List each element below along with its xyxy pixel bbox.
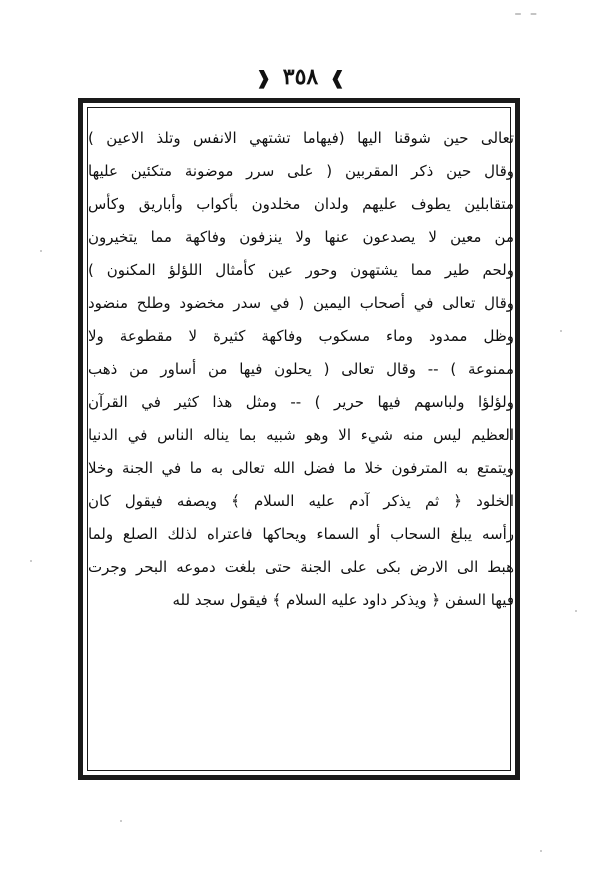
scan-speck — [560, 330, 562, 332]
text-body — [88, 122, 514, 617]
page-number-value: ٣٥٨ — [282, 64, 319, 90]
text-line: تعالى حين شوقنا اليها (فيهاما تشتهي الانفس وتلذ الاعين ) — [88, 129, 514, 147]
text-line: هبط الى الارض بكى على الجنة حتى بلغت دموعه البحر وجرت — [88, 558, 514, 576]
text-line: وظل ممدود وماء مسكوب وفاكهة كثيرة لا مقطوعة ولا — [88, 327, 514, 345]
text-line: وقال حين ذكر المقربين ( على سرر موضونة متكئين عليها — [88, 162, 514, 180]
text-line: ويتمتع به المترفون خلا ما فضل الله تعالى به ما في الجنة وخلا — [88, 459, 514, 477]
text-line: ولحم طير مما يشتهون وحور عين كأمثال اللؤلؤ المكنون ) — [88, 261, 514, 279]
text-line: وقال تعالى في أصحاب اليمين ( في سدر مخضود وطلح منضود — [88, 294, 514, 312]
text-line: ممنوعة ) -- وقال تعالى ( يحلون فيها من أساور من ذهب — [88, 360, 514, 378]
scan-speck — [40, 250, 42, 252]
scan-speck — [30, 560, 32, 562]
text-line: العظيم ليس منه شيء الا وهو شبيه بما يناله الناس في الدنيا — [88, 426, 514, 444]
scan-speck — [575, 610, 577, 612]
top-dash-mark: – – — [514, 6, 539, 22]
text-line: رأسه يبلغ السحاب أو السماء ويحاكها فاعتراه لذلك الصلع ولما — [88, 525, 514, 543]
ornament-left-icon: ❰ — [256, 68, 272, 89]
text-line: فيها السفن ﴿ ويذكر داود عليه السلام ﴾ فيقول سجد لله — [172, 591, 514, 609]
text-line: من معين لا يصدعون عنها ولا ينزفون وفاكهة مما يتخيرون — [88, 228, 514, 246]
text-line: الخلود ﴿ ثم يذكر آدم عليه السلام ﴾ ويصفه فيقول كان — [88, 492, 514, 510]
ornament-right-icon: ❱ — [329, 68, 345, 89]
scan-speck — [540, 850, 542, 852]
page-number — [0, 64, 601, 90]
text-line: متقابلين يطوف عليهم ولدان مخلدون بأكواب وأباريق وكأس — [88, 195, 514, 213]
scan-speck — [120, 820, 122, 822]
text-line: ولؤلؤا ولباسهم فيها حرير ) -- ومثل هذا كثير في القرآن — [88, 393, 514, 411]
